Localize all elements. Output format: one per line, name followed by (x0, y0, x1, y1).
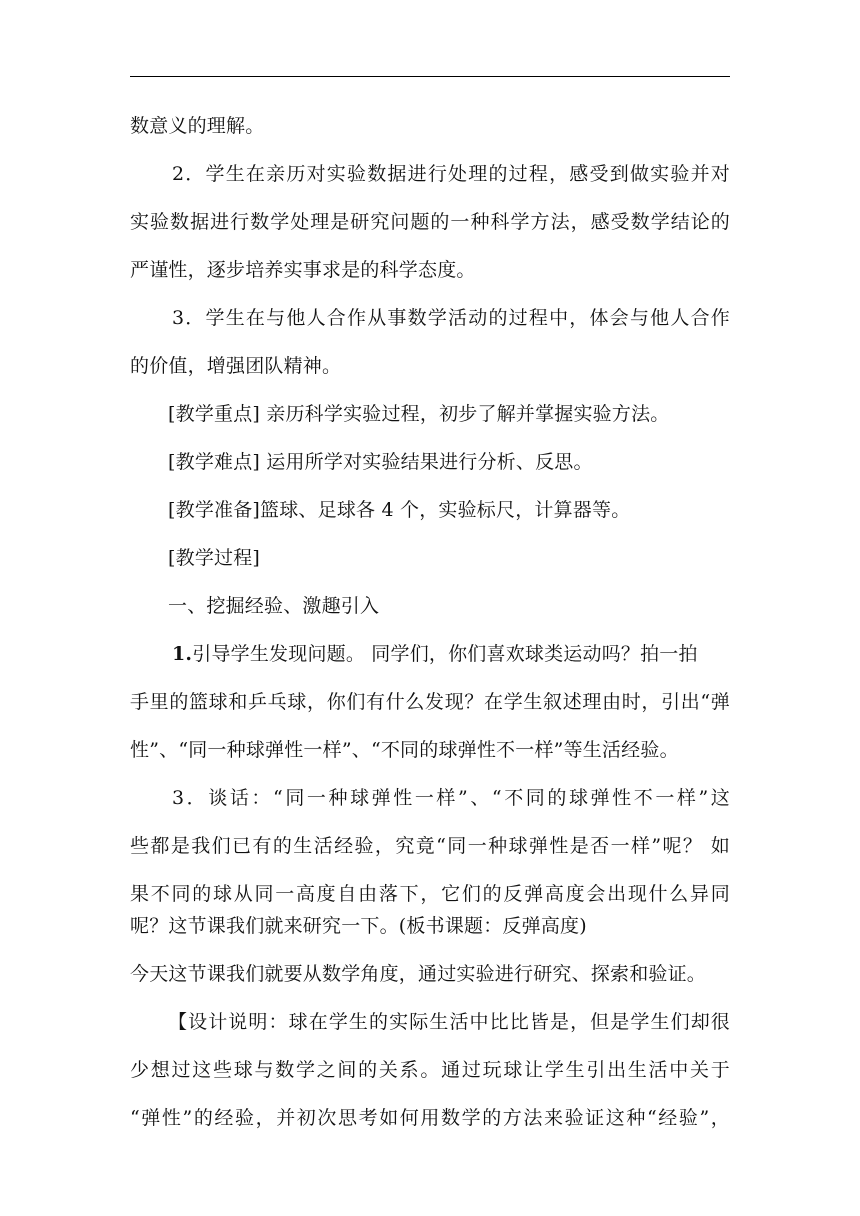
teaching-difficulty: [教学难点] 运用所学对实验结果进行分析、反思。 (168, 451, 593, 473)
text-line-1: 数意义的理解。 (130, 115, 265, 137)
text-line-18: 呢？这节课我们就来研究一下。(板书课题：反弹高度) (130, 915, 587, 937)
text-line-2: 2．学生在亲历对实验数据进行处理的过程，感受到做实验并对 (172, 163, 730, 185)
text-line-17: 果不同的球从同一高度自由落下，它们的反弹高度会出现什么异同 (130, 883, 730, 905)
step-number: 1. (172, 643, 193, 665)
text-line-15: 3．谈话：“同一种球弹性一样”、“不同的球弹性不一样”这 (172, 787, 730, 809)
design-note-line-2: 少想过这些球与数学之间的关系。通过玩球让学生引出生活中关于 (130, 1059, 730, 1081)
text-line-4: 严谨性，逐步培养实事求是的科学态度。 (130, 259, 476, 281)
teaching-focus: [教学重点] 亲历科学实验过程，初步了解并掌握实验方法。 (168, 403, 670, 425)
text-line-16: 些都是我们已有的生活经验，究竟“同一种球弹性是否一样”呢？ 如 (130, 835, 730, 857)
text-line-12 (172, 642, 730, 666)
text-line-6: 的价值，增强团队精神。 (130, 355, 342, 377)
teaching-process-heading: [教学过程] (168, 547, 261, 569)
header-rule (130, 76, 730, 77)
section-heading-1: 一、挖掘经验、激趣引入 (168, 595, 380, 617)
teaching-preparation: [教学准备]篮球、足球各 4 个，实验标尺，计算器等。 (168, 499, 631, 521)
design-note-line-3: “弹性”的经验，并初次思考如何用数学的方法来验证这种“经验”， (130, 1107, 730, 1129)
step-text: 引导学生发现问题。 同学们，你们喜欢球类运动吗？拍一拍 (192, 643, 698, 665)
design-note-line-1: 【设计说明：球在学生的实际生活中比比皆是，但是学生们却很 (168, 1011, 730, 1033)
text-line-19: 今天这节课我们就要从数学角度，通过实验进行研究、探索和验证。 (130, 963, 707, 985)
text-line-3: 实验数据进行数学处理是研究问题的一种科学方法，感受数学结论的 (130, 211, 730, 233)
text-line-14: 性”、“同一种球弹性一样”、“不同的球弹性不一样”等生活经验。 (130, 739, 679, 761)
text-line-13: 手里的篮球和乒乓球，你们有什么发现？在学生叙述理由时，引出“弹 (130, 691, 730, 713)
text-line-5: 3．学生在与他人合作从事数学活动的过程中，体会与他人合作 (172, 307, 730, 329)
